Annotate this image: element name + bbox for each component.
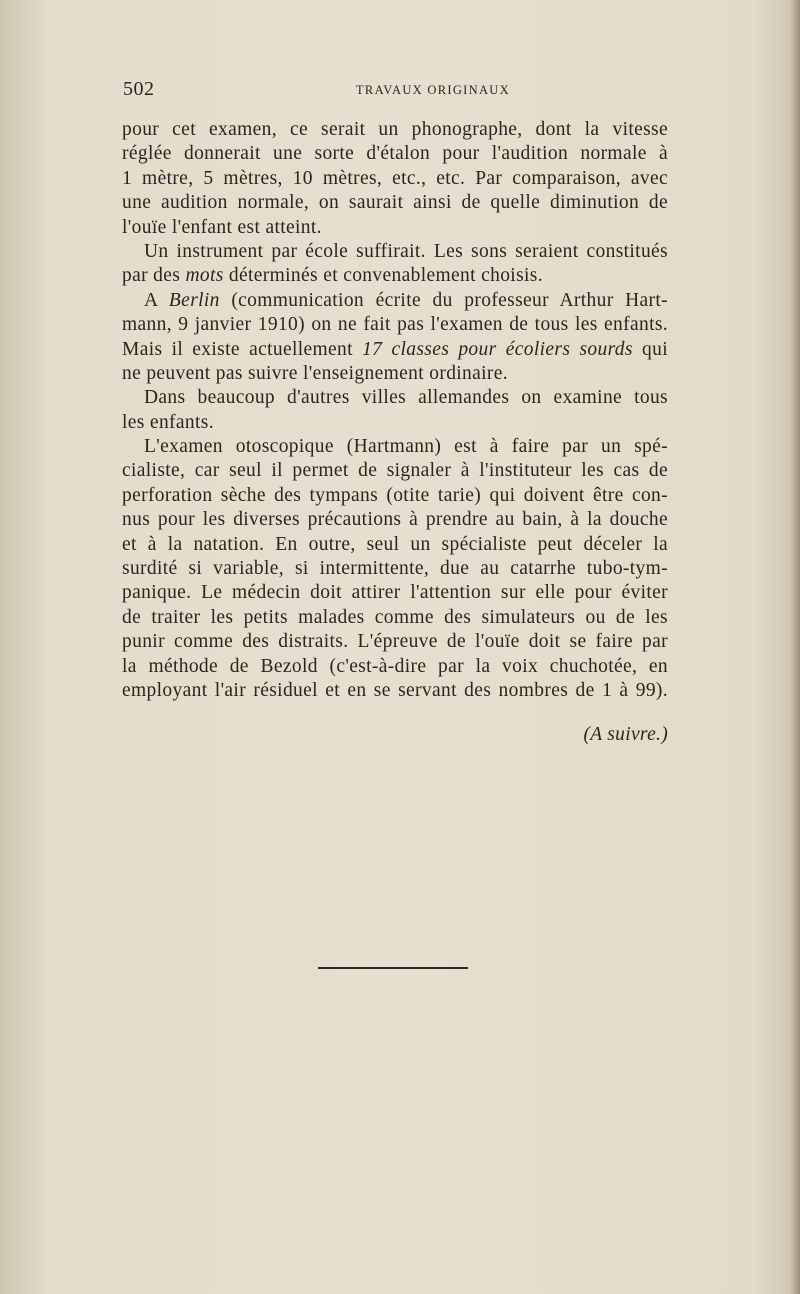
paragraph — [122, 386, 668, 435]
text-line: L'examen otoscopique (Hartmann) est à faire par un spé- — [144, 436, 668, 458]
text-line: la méthode de Bezold (c'est-à-dire par la voix chuchotée, en — [122, 655, 668, 677]
text-line: perforation sèche des tympans (otite tarie) qui doivent être con- — [122, 484, 668, 506]
text-line: par des mots déterminés et convenablement choisis. — [122, 265, 543, 287]
text-line: et à la natation. En outre, seul un spécialiste peut déceler la — [122, 533, 668, 555]
paragraph — [122, 435, 668, 703]
paragraph — [122, 240, 668, 289]
section-end-rule — [318, 967, 468, 969]
text-line: A Berlin (communication écrite du professeur Arthur Hart- — [144, 289, 668, 311]
text-line: Mais il existe actuellement 17 classes pour écoliers sourds qui — [122, 338, 668, 360]
page-edge-shadow — [790, 0, 800, 1294]
text-line: réglée donnerait une sorte d'étalon pour l'audition normale à — [122, 143, 668, 165]
text-line: l'ouïe l'enfant est atteint. — [122, 216, 322, 238]
text-line: panique. Le médecin doit attirer l'attention sur elle pour éviter — [122, 582, 668, 604]
body-text — [122, 118, 668, 703]
text-line: punir comme des distraits. L'épreuve de l'ouïe doit se faire par — [122, 631, 668, 653]
paragraph — [122, 289, 668, 387]
text-line: employant l'air résiduel et en se servant des nombres de 1 à 99). — [122, 679, 668, 701]
paragraph — [122, 118, 668, 240]
text-line: une audition normale, on saurait ainsi de quelle diminution de — [122, 192, 668, 214]
page-number: 502 — [123, 78, 155, 100]
text-line: de traiter les petits malades comme des simulateurs ou de les — [122, 606, 668, 628]
text-line: 1 mètre, 5 mètres, 10 mètres, etc., etc. Par comparaison, avec — [122, 167, 668, 189]
text-line: ne peuvent pas suivre l'enseignement ordinaire. — [122, 362, 509, 384]
text-line: les enfants. — [122, 411, 214, 433]
text-line: pour cet examen, ce serait un phonographe, dont la vitesse — [122, 119, 668, 140]
text-line: cialiste, car seul il permet de signaler à l'instituteur les cas de — [122, 460, 668, 482]
running-head: TRAVAUX ORIGINAUX — [356, 83, 510, 97]
text-line: mann, 9 janvier 1910) on ne fait pas l'examen de tous les enfants. — [122, 314, 668, 336]
text-line: surdité si variable, si intermittente, due au catarrhe tubo-tym- — [122, 558, 668, 580]
page-header — [123, 78, 668, 102]
to-be-continued-note — [122, 723, 668, 747]
to-be-continued-text: (A suivre.) — [583, 724, 668, 745]
text-line: Dans beaucoup d'autres villes allemandes on examine tous — [144, 387, 668, 409]
text-line: nus pour les diverses précautions à prendre au bain, à la douche — [122, 509, 668, 531]
text-line: Un instrument par école suffirait. Les sons seraient constitués — [144, 240, 668, 262]
